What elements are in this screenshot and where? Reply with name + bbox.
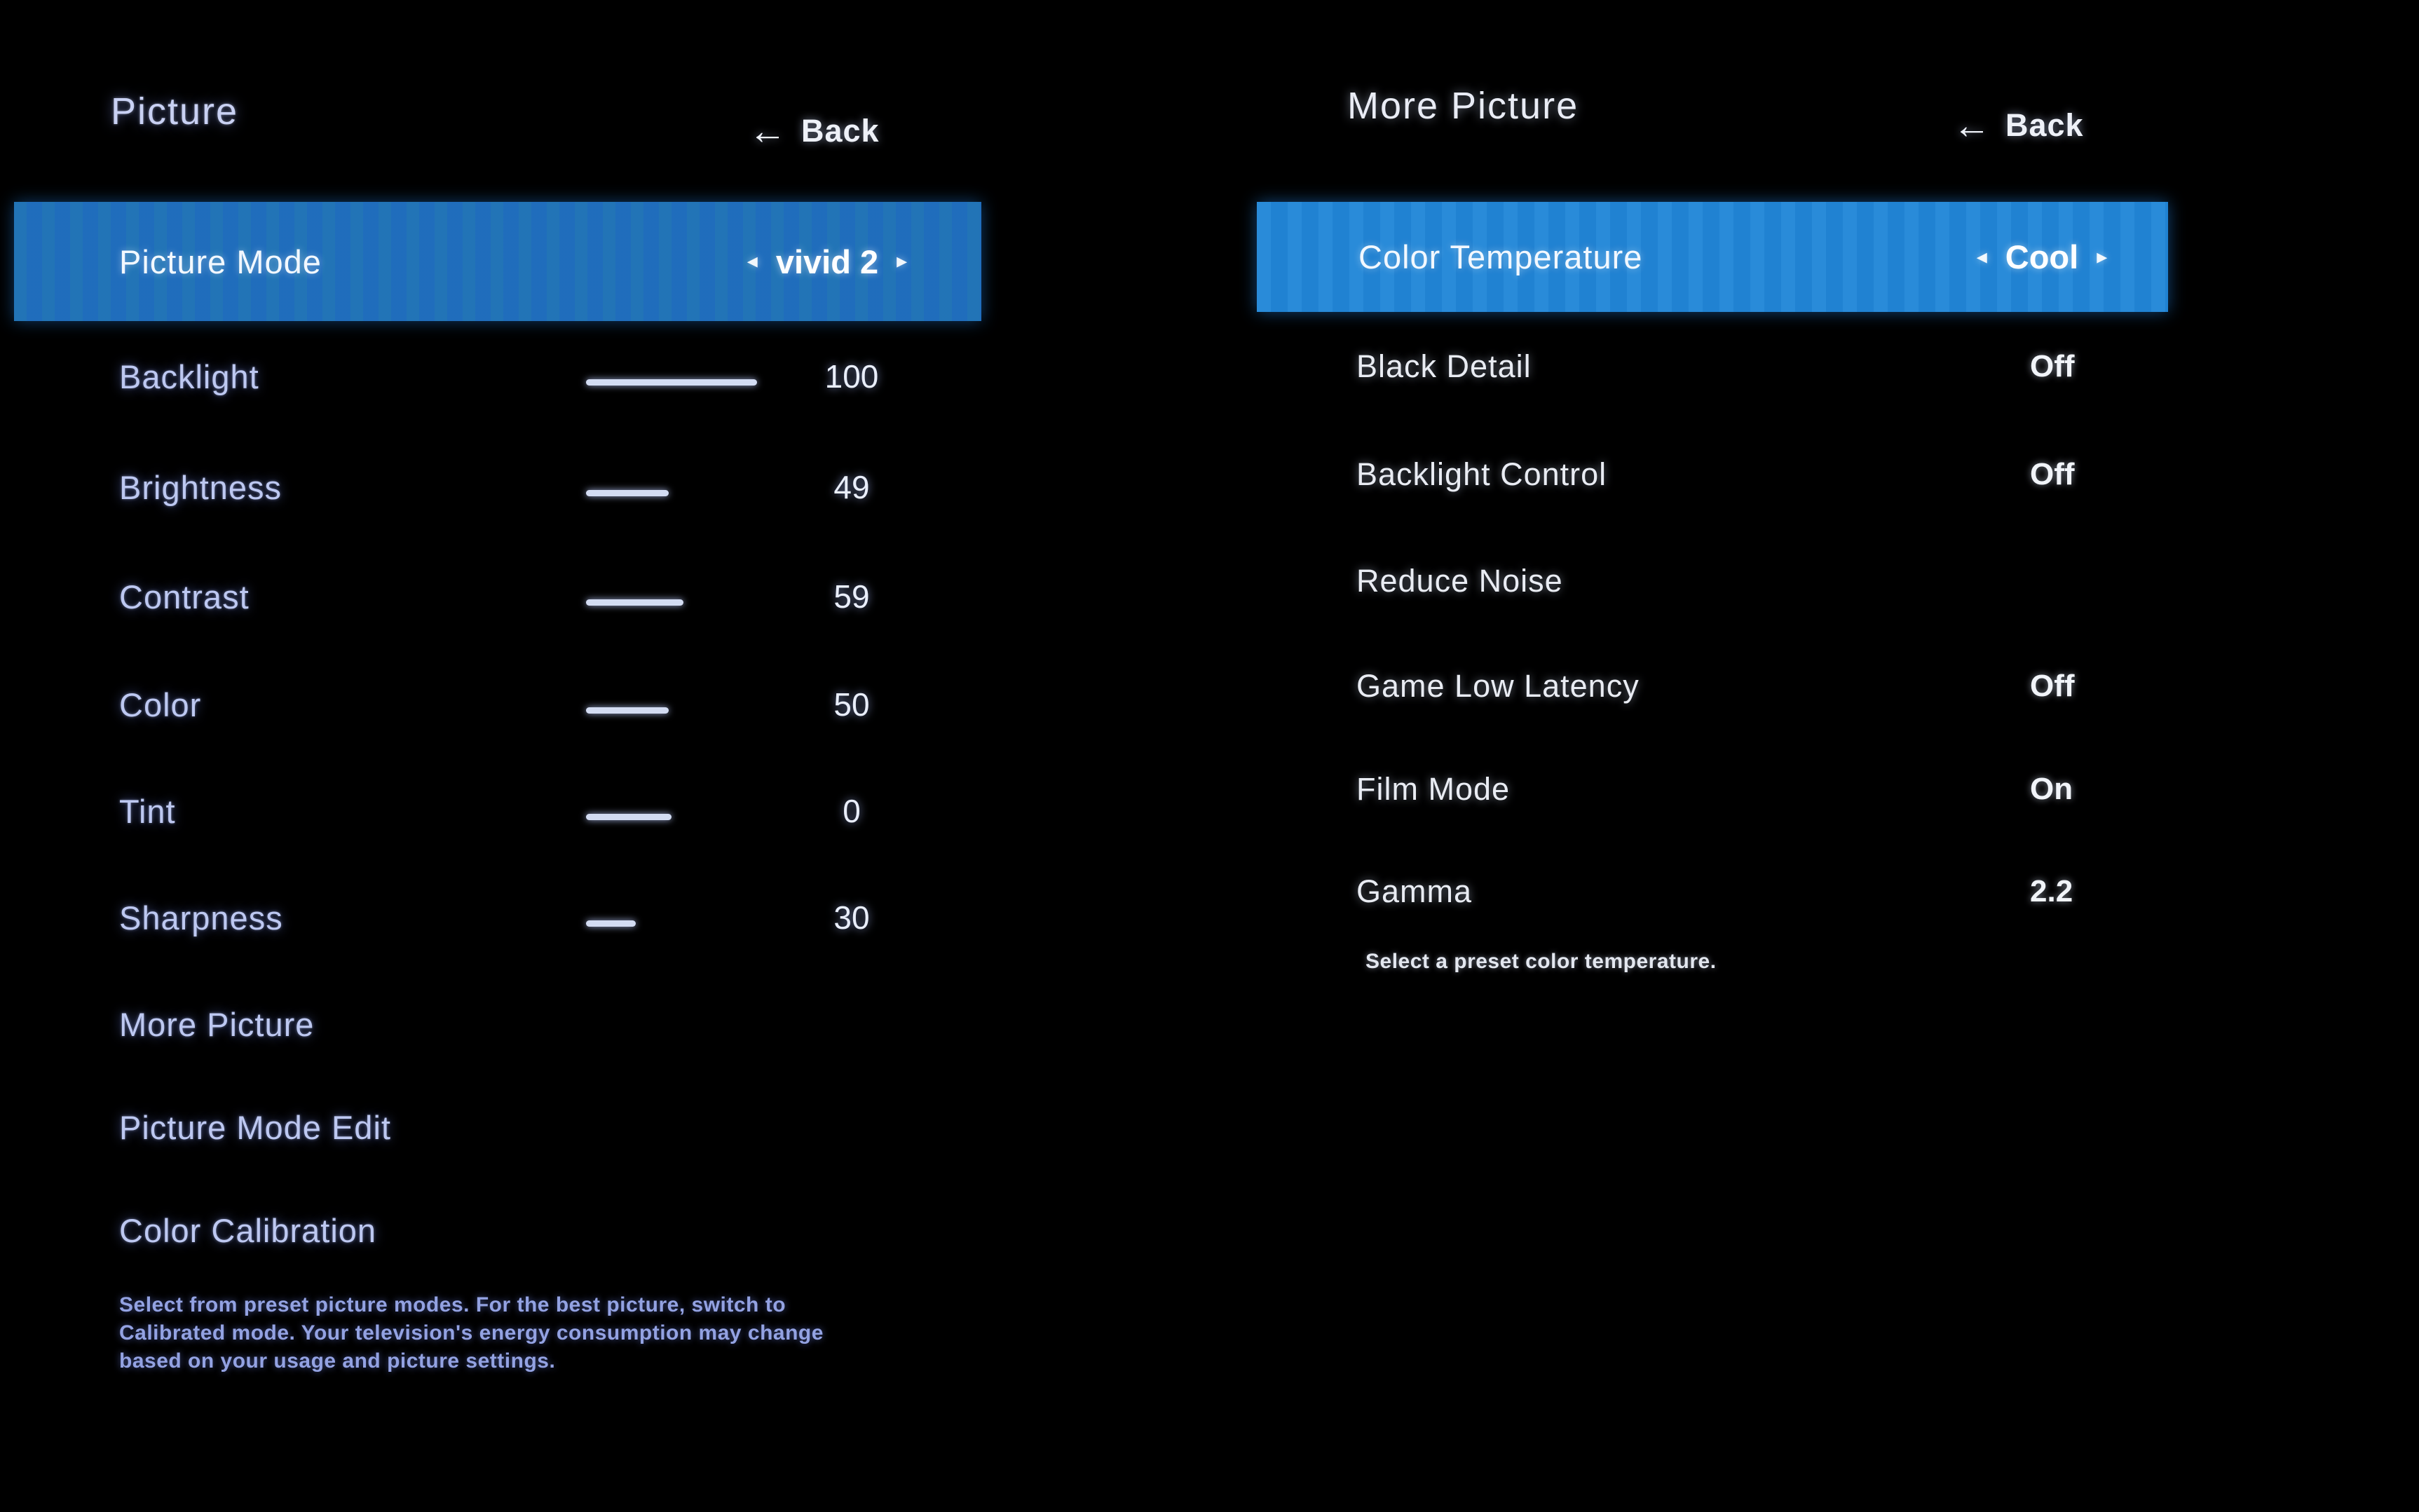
menu-item-label: Backlight Control: [1356, 456, 1607, 492]
menu-item-backlight-control[interactable]: [1356, 452, 2183, 497]
menu-item-label: Picture Mode Edit: [119, 1108, 391, 1146]
menu-item-gamma[interactable]: [1356, 869, 2183, 914]
menu-item-label: Black Detail: [1356, 348, 1532, 384]
slider-row-contrast[interactable]: [119, 574, 904, 619]
picture-mode-value: vivid 2: [775, 243, 879, 280]
back-button[interactable]: [749, 112, 880, 150]
slider-track[interactable]: [586, 814, 672, 820]
color-temperature-value-group: [1951, 238, 2133, 276]
menu-item-color-calibration[interactable]: [119, 1208, 904, 1253]
menu-item-label: Gamma: [1356, 873, 1473, 909]
color-temperature-label: Color Temperature: [1358, 238, 1643, 275]
slider-value: 50: [833, 686, 870, 723]
menu-item-label: Game Low Latency: [1356, 668, 1640, 704]
picture-mode-value-group: [722, 243, 932, 281]
menu-item-label: Reduce Noise: [1356, 563, 1563, 599]
chevron-left-icon[interactable]: ◂: [1976, 244, 1987, 269]
back-button[interactable]: [1953, 104, 2084, 147]
back-arrow-icon: ←: [1953, 104, 1991, 147]
menu-item-more-picture[interactable]: [119, 1002, 904, 1047]
slider-row-backlight[interactable]: [119, 354, 904, 399]
slider-track[interactable]: [586, 379, 757, 386]
slider-value: 30: [833, 899, 870, 936]
slider-row-brightness[interactable]: [119, 465, 904, 510]
menu-item-black-detail[interactable]: [1356, 344, 2183, 389]
help-text: Select a preset color temperature.: [1365, 950, 1717, 973]
back-arrow-icon: ←: [749, 110, 787, 152]
menu-item-label: More Picture: [119, 1005, 315, 1043]
chevron-right-icon[interactable]: ▸: [2097, 244, 2108, 269]
help-text: Select from preset picture modes. For the best picture, switch to Calibrated mode. Your television's energy consumption may change based on your usage and picture settings.: [119, 1293, 824, 1373]
slider-label: Tint: [119, 792, 176, 830]
back-button-label: Back: [2005, 107, 2084, 143]
page-title: Picture: [111, 90, 239, 132]
chevron-right-icon[interactable]: ▸: [897, 249, 908, 273]
slider-label: Contrast: [119, 578, 250, 615]
slider-label: Sharpness: [119, 899, 283, 937]
page-title: More Picture: [1347, 85, 1579, 127]
slider-value: 49: [833, 469, 870, 505]
slider-value: 100: [824, 358, 879, 395]
menu-item-film-mode[interactable]: [1356, 767, 2183, 812]
slider-row-sharpness[interactable]: [119, 895, 904, 940]
menu-item-value: On: [2030, 772, 2073, 806]
slider-row-color[interactable]: [119, 682, 904, 727]
slider-track[interactable]: [586, 490, 669, 496]
menu-item-label: Color Calibration: [119, 1211, 377, 1249]
menu-item-label: Film Mode: [1356, 771, 1511, 807]
menu-item-value: Off: [2030, 349, 2075, 383]
picture-mode-row[interactable]: [14, 202, 981, 321]
slider-label: Brightness: [119, 468, 282, 506]
slider-label: Color: [119, 686, 202, 723]
menu-item-picture-mode-edit[interactable]: [119, 1105, 904, 1150]
menu-item-value: Off: [2030, 669, 2075, 703]
slider-row-tint[interactable]: [119, 789, 904, 833]
slider-label: Backlight: [119, 357, 259, 395]
back-button-label: Back: [801, 113, 880, 149]
slider-track[interactable]: [586, 707, 669, 714]
picture-mode-label: Picture Mode: [119, 243, 322, 280]
color-temperature-row[interactable]: [1257, 202, 2168, 312]
menu-item-game-low-latency[interactable]: [1356, 664, 2183, 709]
menu-item-value: 2.2: [2030, 874, 2073, 908]
menu-item-value: Off: [2030, 457, 2075, 491]
slider-track[interactable]: [586, 920, 636, 927]
color-temperature-value: Cool: [2005, 238, 2079, 275]
slider-value: 59: [833, 578, 870, 615]
menu-item-reduce-noise[interactable]: [1356, 559, 2183, 604]
slider-track[interactable]: [586, 599, 683, 606]
slider-value: 0: [843, 793, 861, 829]
chevron-left-icon[interactable]: ◂: [747, 249, 758, 273]
